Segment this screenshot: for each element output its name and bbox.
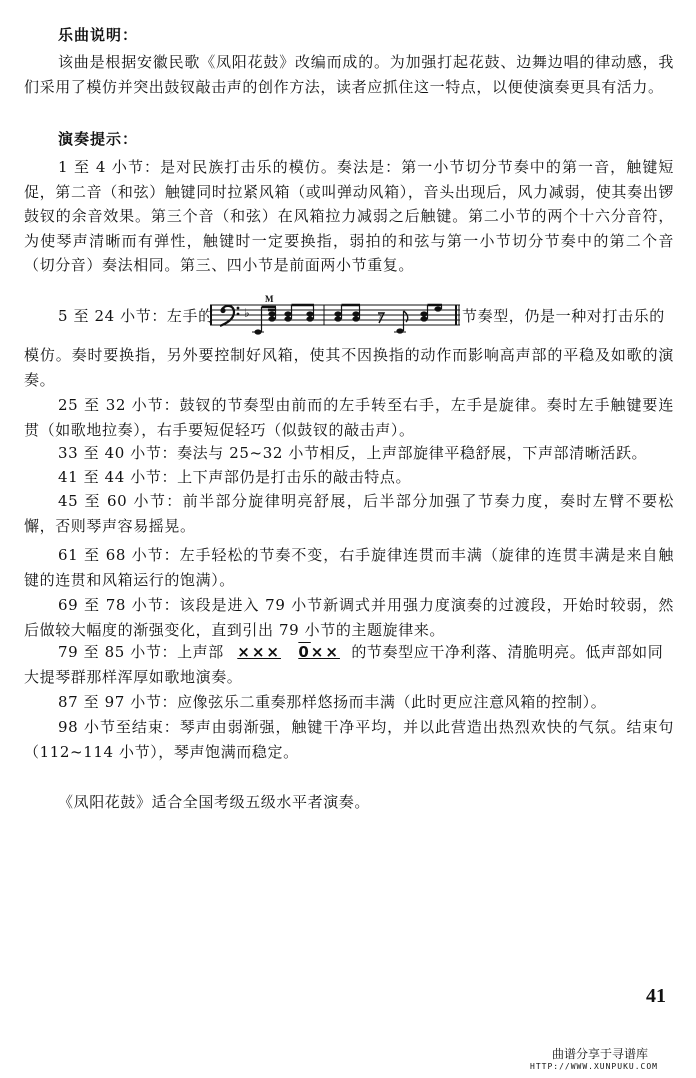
paragraph-bars-5-24-start: 5 至 24 小节：左手的 [58, 307, 214, 325]
intro-paragraph: 该曲是根据安徽民歌《凤阳花鼓》改编而成的。为加强打起花鼓、边舞边唱的律动感，我们采用了模仿并突出鼓钗敲击声的创作方法，读者应抓住这一特点，以便使演奏更具有活力。 [24, 53, 674, 96]
closing-note: 《凤阳花鼓》适合全国考级五级水平者演奏。 [58, 793, 371, 811]
paragraph-bars-79-85-line [58, 641, 663, 662]
footer-site-name: 曲谱分享于寻谱库 [552, 1047, 649, 1061]
paragraph-bars-61-68: 61 至 68 小节：左手轻松的节奏不变，右手旋律连贯而丰满（旋律的连贯丰满是来自触键的连贯和风箱运行的饱满）。 [24, 546, 674, 589]
rhythm-pattern-2-zero: 0 [298, 643, 311, 661]
paragraph-bars-33-40: 33 至 40 小节：奏法与 25~32 小节相反，上声部旋律平稳舒展，下声部清晰活跃。 [58, 444, 648, 462]
paragraph-bars-79-85-continuation: 大提琴群那样浑厚如歌地演奏。 [24, 668, 243, 686]
rhythm-staff-notation [210, 295, 460, 337]
rhythm-pattern-2-rest: ×× [310, 643, 340, 661]
staff-mark-label: M [265, 295, 274, 304]
rhythm-pattern-1: ××× [237, 643, 281, 661]
paragraph-bars-25-32: 25 至 32 小节：鼓钗的节奏型由前而的左手转至右手，左手是旋律。奏时左手触键要连贯（如歌地拉奏），右手要短促轻巧（似鼓钗的敲击声）。 [24, 396, 674, 439]
paragraph-bars-79-85-end: 的节奏型应干净利落、清脆明亮。低声部如同 [351, 643, 664, 661]
paragraph-bars-5-24-continuation: 模仿。奏时要换指，另外要控制好风箱，使其不因换指的动作而影响高声部的平稳及如歌的演奏。 [24, 346, 674, 389]
flat-sign-icon: ♭ [244, 306, 250, 320]
rhythm-pattern-2 [298, 643, 340, 661]
paragraph-bars-5-24-end: 节奏型，仍是一种对打击乐的 [462, 307, 665, 325]
section-heading-description: 乐曲说明： [58, 26, 139, 44]
footer-site-url: HTTP://WWW.XUNPUKU.COM [530, 1062, 658, 1071]
paragraph-bars-41-44: 41 至 44 小节：上下声部仍是打击乐的敲击特点。 [58, 468, 412, 486]
staff-svg [210, 295, 460, 337]
paragraph-bars-98-end: 98 小节至结束：琴声由弱渐强，触键干净平均，并以此营造出热烈欢快的气氛。结束句（112~114 小节），琴声饱满而稳定。 [24, 718, 674, 761]
paragraph-bars-79-85-start: 79 至 85 小节：上声部 [58, 643, 224, 661]
section-heading-tips: 演奏提示： [58, 130, 139, 148]
paragraph-bars-87-97: 87 至 97 小节：应像弦乐二重奏那样悠扬而丰满（此时更应注意风箱的控制）。 [58, 693, 607, 711]
paragraph-bars-1-4: 1 至 4 小节：是对民族打击乐的模仿。奏法是：第一小节切分节奏中的第一音，触键短促，第二音（和弦）触键同时拉紧风箱（或叫弹动风箱），音头出现后，风力减弱，使其奏出锣鼓钗的余音效果。第三个音（和弦）在风箱拉力减弱之后触键。第二小节的两个十六分音符，为使琴声清晰而有弹性，触键时一定要换指，弱拍的和弦与第一小节切分节奏中的第二个音（切分音）奏法相同。第三、四小节是前面两小节重复。 [24, 158, 674, 274]
paragraph-bars-45-60: 45 至 60 小节：前半部分旋律明亮舒展，后半部分加强了节奏力度，奏时左臂不要松懈，否则琴声容易摇晃。 [24, 492, 674, 535]
paragraph-bars-69-78: 69 至 78 小节：该段是进入 79 小节新调式并用强力度演奏的过渡段，开始时较弱，然后做较大幅度的渐强变化，直到引出 79 小节的主题旋律来。 [24, 596, 674, 639]
eighth-rest-icon: 𝄾 [378, 309, 382, 325]
page-number: 41 [646, 985, 666, 1007]
bass-clef-icon [220, 306, 239, 326]
